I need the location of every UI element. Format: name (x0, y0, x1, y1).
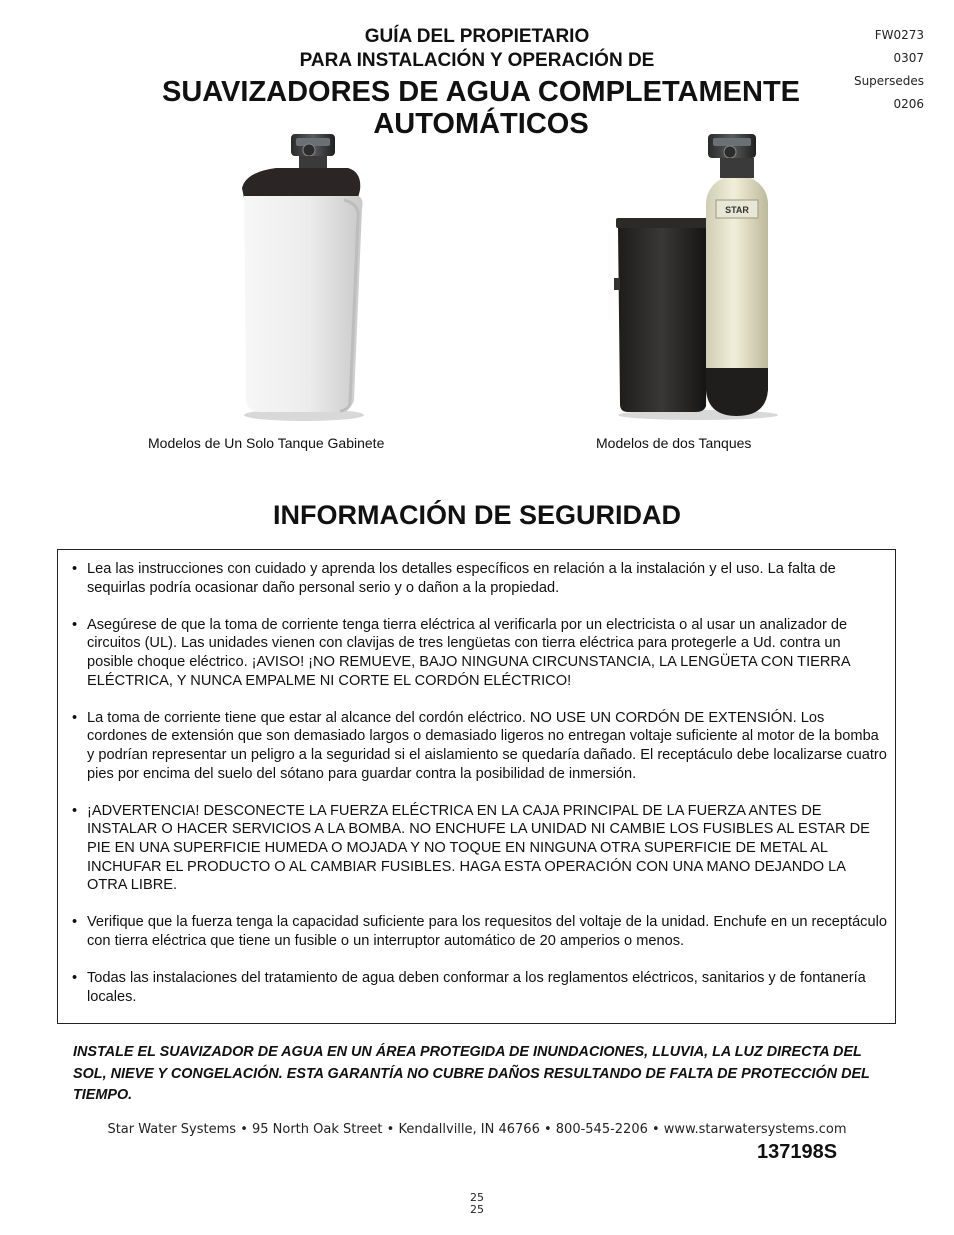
bullet: • (72, 709, 78, 726)
company-address: Star Water Systems • 95 North Oak Street • Kendallville, IN 46766 • 800-545-2206 • www.starwatersystems.com (107, 1122, 847, 1137)
document-title-line1: SUAVIZADORES DE AGUA COMPLETAMENTE (161, 76, 800, 108)
safety-list (58, 550, 895, 1006)
document-codes (854, 24, 924, 116)
safety-item-text: Asegúrese de que la toma de corriente tenga tierra eléctrica al verificarla por un electricista o al usar un analizador de circuitos (UL). Las unidades vienen con clavijas de tres lengüetas con tierra eléctrica para protegerle a Ud. contra un posible choque eléctrico. ¡AVISO! ¡NO REMUEVE, BAJO NINGUNA CIRCUNSTANCIA, LA LENGÜETA CON TIERRA ELÉCTRICA, Y NUNCA EMPALME NI CORTE EL CORDÓN ELÉCTRICO! (87, 616, 850, 689)
safety-item (72, 560, 887, 597)
safety-item (72, 616, 887, 690)
single-tank-caption: Modelos de Un Solo Tanque Gabinete (148, 435, 385, 451)
doc-code: FW0273 (874, 28, 924, 42)
flood-warning-text: INSTALE EL SUAVIZADOR DE AGUA EN UN ÁREA PROTEGIDA DE INUNDACIONES, LLUVIA, LA LUZ DIRECTA DEL SOL, NIEVE Y CONGELACIÓN. ESTA GARANTÍA NO CUBRE DAÑOS RESULTANDO DE FALTA DE PROTECCIÓN DEL TIEMPO. (73, 1044, 870, 1103)
doc-supersedes-label: Supersedes (853, 74, 924, 88)
guide-subheading: PARA INSTALACIÓN Y OPERACIÓN DE (299, 50, 655, 71)
doc-date: 0307 (893, 51, 924, 65)
bullet: • (72, 802, 78, 819)
cabinet-softener-image (236, 128, 368, 423)
safety-item-text: La toma de corriente tiene que estar al alcance del cordón eléctrico. NO USE UN CORDÓN DE EXTENSIÓN. Los cordones de extensión que son demasiado largos o demasiado ligeros no entregan voltaje suficiente al motor de la bomba y podrían representar un peligro a la seguridad si el aislamiento se quedaría dañado. El receptáculo debe localizarse cuatro pies por encima del suelo del sótano para guardar contra la posibilidad de inmersión. (87, 709, 887, 782)
page-number-line: 25 (470, 1203, 484, 1216)
two-tank-caption: Modelos de dos Tanques (596, 435, 752, 451)
bullet: • (72, 561, 78, 577)
safety-item (72, 802, 887, 895)
bullet: • (72, 616, 78, 633)
page-number-line: 25 (470, 1191, 484, 1204)
part-number: 137198S (757, 1141, 838, 1163)
safety-item (72, 913, 887, 950)
bullet: • (72, 970, 78, 987)
page-number (0, 1192, 954, 1216)
document-title-line2: AUTOMÁTICOS (373, 108, 589, 140)
tank-label-text: STAR (725, 205, 749, 215)
guide-heading: GUÍA DEL PROPIETARIO (364, 26, 590, 47)
safety-title: INFORMACIÓN DE SEGURIDAD (272, 500, 681, 530)
safety-item (72, 969, 887, 1006)
bullet: • (72, 914, 78, 931)
doc-supersedes-date: 0206 (893, 97, 924, 111)
safety-item-text: Verifique que la fuerza tenga la capacidad suficiente para los requesitos del voltaje de la unidad. Enchufe en un receptáculo con tierra eléctrica que tiene un fusible o un interruptor automático de 20 amperios o menos. (87, 914, 887, 949)
safety-item-text: Todas las instalaciones del tratamiento de agua deben conformar a los reglamentos eléctricos, sanitarios y de fontanería locales. (87, 970, 866, 1005)
safety-item-text: Lea las instrucciones con cuidado y aprenda los detalles específicos en relación a la instalación y el uso. La falta de sequirlas podría ocasionar daño personal serio y o dañon a la propiedad. (87, 561, 836, 596)
two-tank-softener-image (608, 128, 780, 423)
safety-item-text: ¡ADVERTENCIA! DESCONECTE LA FUERZA ELÉCTRICA EN LA CAJA PRINCIPAL DE LA FUERZA ANTES DE INSTALAR O HACER SERVICIOS A LA BOMBA. NO ENCHUFE LA UNIDAD NI CAMBIE LOS FUSIBLES AL ESTAR DE PIE EN UNA SUPERFICIE HUMEDA O MOJADA Y NO TOQUE EN NINGUNA OTRA SUPERFICIE DE METAL AL INCHUFAR EL PRODUCTO O AL CAMBIAR FUSIBLES. HAGA ESTA OPERACIÓN CON UNA MANO DEJANDO LA OTRA LIBRE. (87, 802, 870, 894)
safety-box (57, 549, 896, 1024)
safety-item (72, 709, 887, 783)
